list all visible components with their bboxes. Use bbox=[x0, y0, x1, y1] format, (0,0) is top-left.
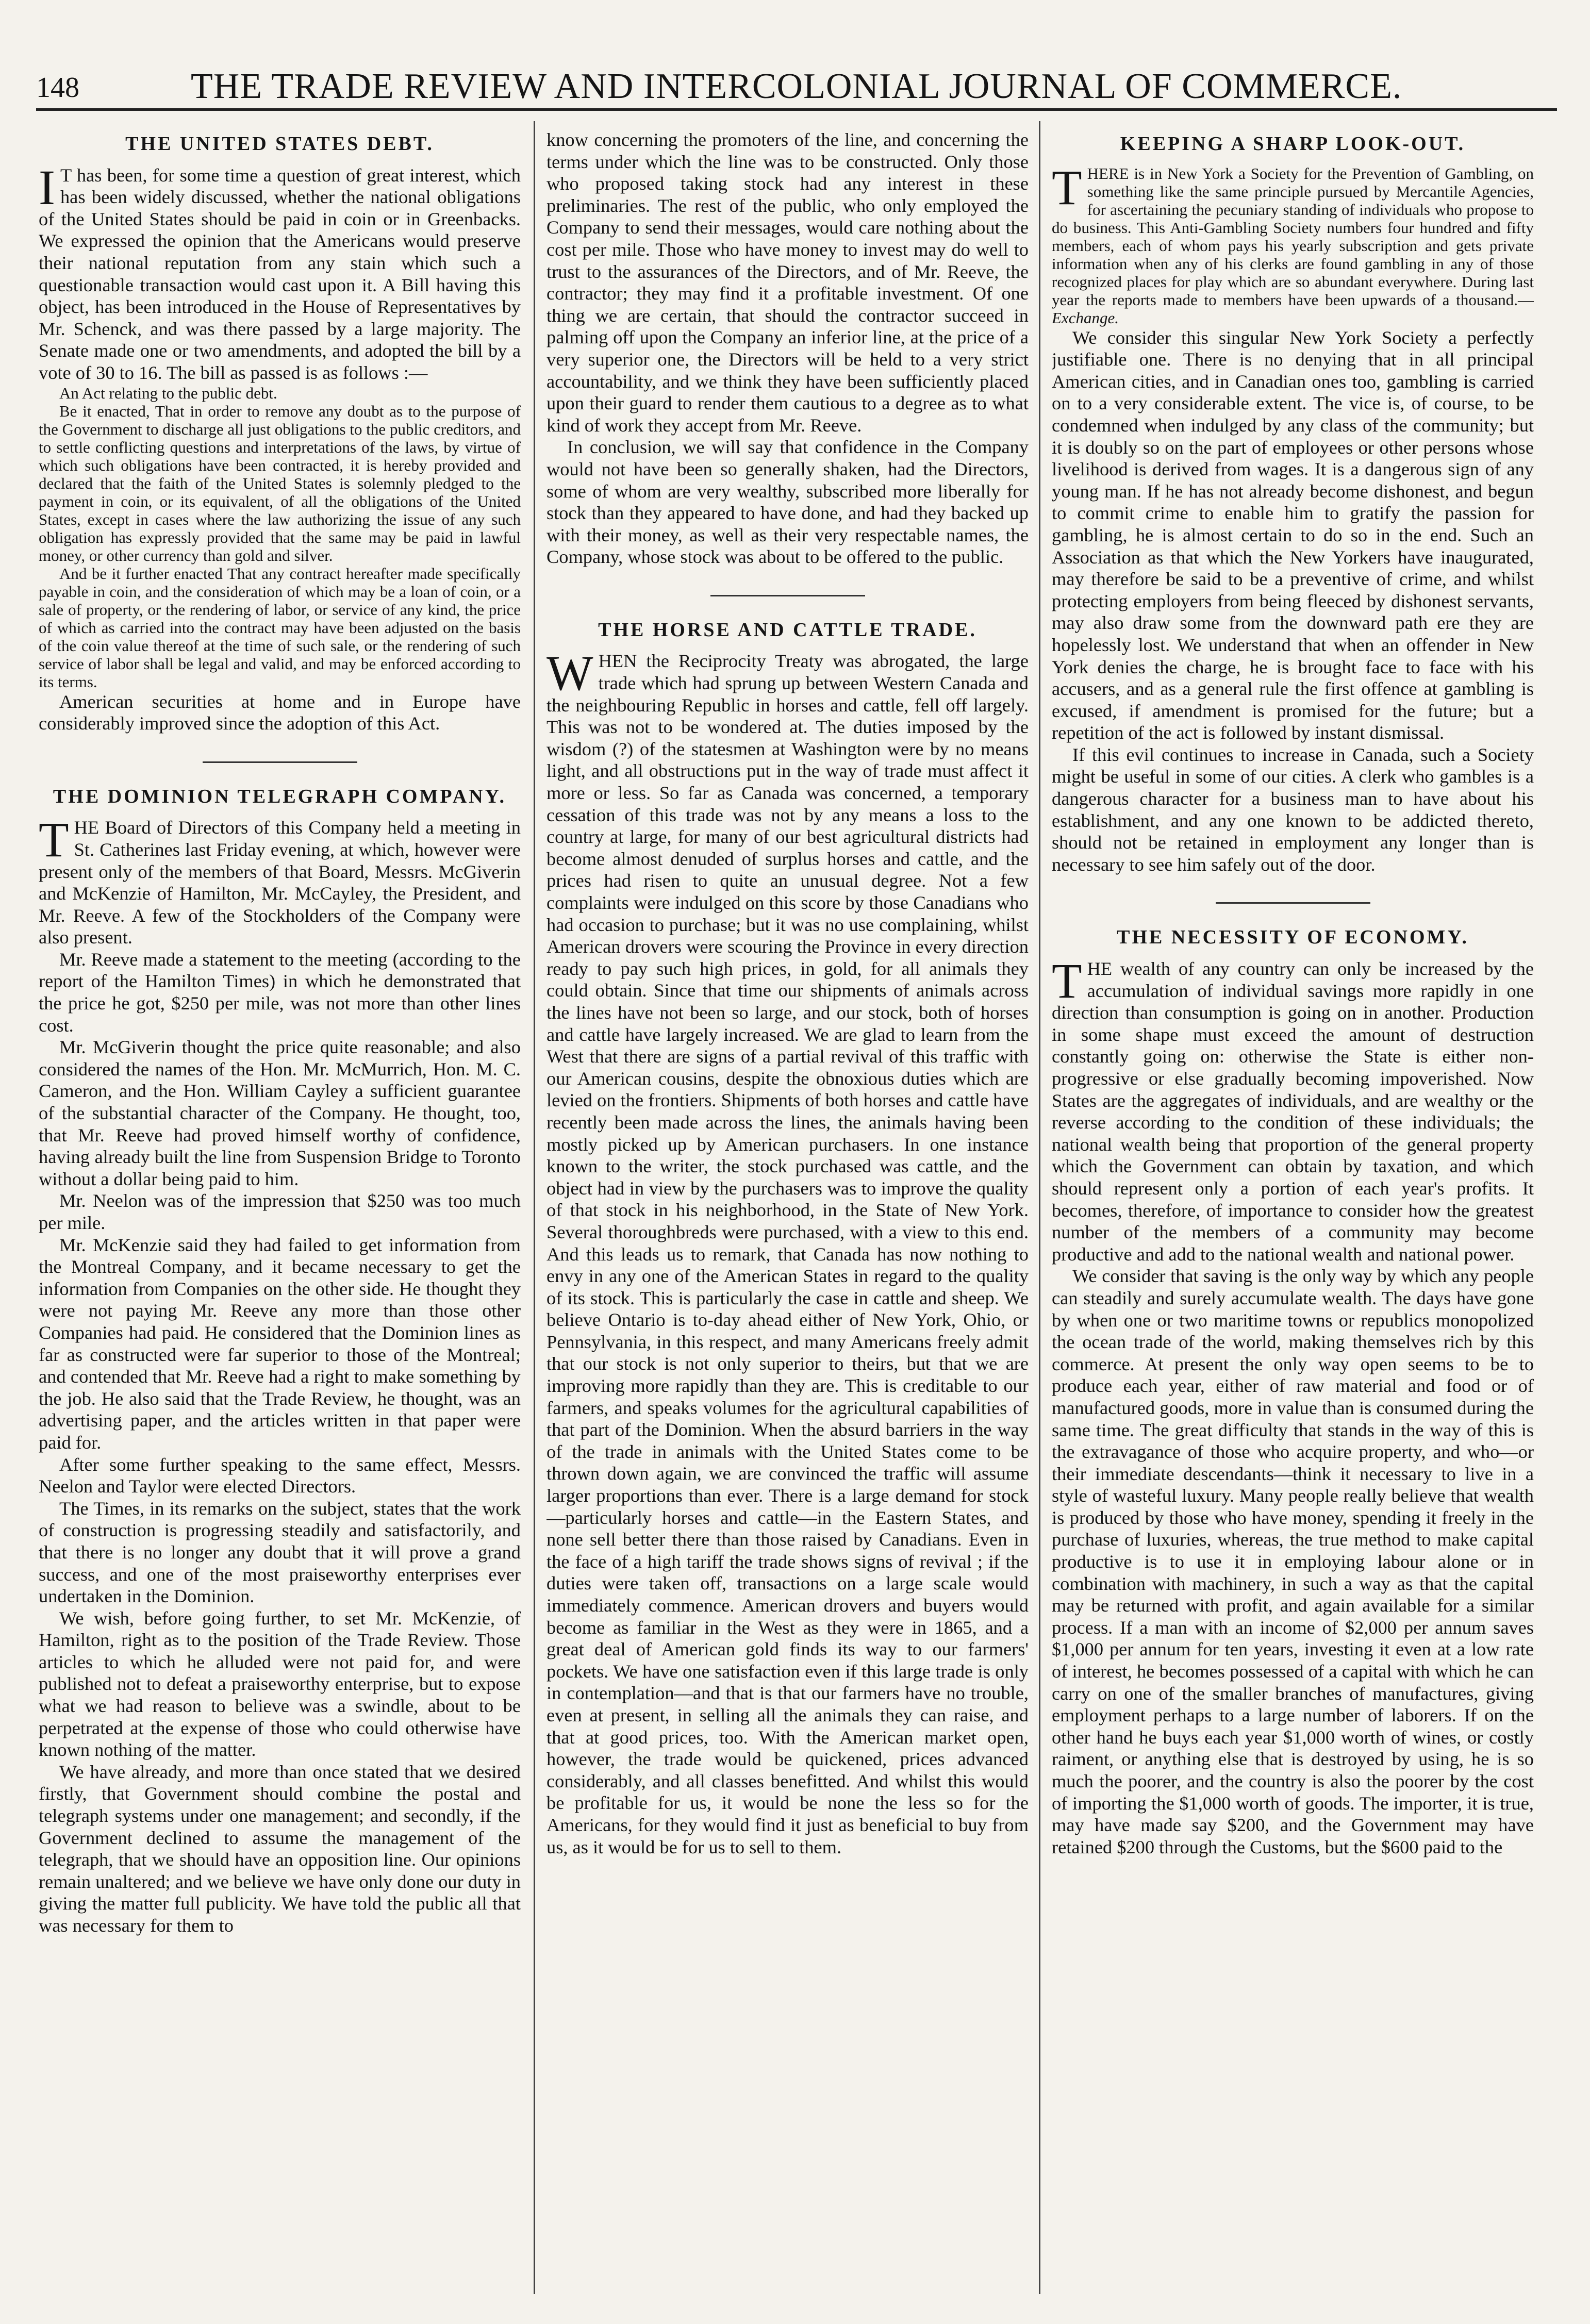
paragraph: Mr. Reeve made a statement to the meeting (according to the report of the Hamilton Times) in which he demonstrated that the price he got, $250 per mile, was not more than other lines cost. bbox=[39, 949, 521, 1036]
column-3 bbox=[1052, 129, 1534, 2294]
paragraph: And be it further enacted That any contract hereafter made specifically payable in coin, and the consideration of which may be a loan of coin, or a sale of property, or the rendering of labor, or service of any kind, the price of which as carried into the contract may have been adjusted on the basis of the coin value thereof at the time of such sale, or the rendering of such service of labor shall be legal and valid, and may be enforced according to its terms. bbox=[39, 564, 521, 691]
paragraph: Be it enacted, That in order to remove any doubt as to the purpose of the Government to discharge all just obligations to the public creditors, and to settle conflicting questions and interpretations of the laws, by virtue of which such obligations have been contracted, it is hereby provided and declared that the faith of the United States is solemnly pledged to the payment in coin, or its equivalent, of all the obligations of the United States, except in cases where the law authorizing the issue of any such obligation has expressly provided that the same may be paid in lawful money, or other currency than gold and silver. bbox=[39, 402, 521, 565]
article-horse-cattle-trade bbox=[546, 619, 1029, 1858]
article-telegraph-continued bbox=[546, 129, 1029, 568]
paragraph: know concerning the promoters of the line, and concerning the terms under which the line was to be constructed. Only those who proposed taking stock had any interest in these preliminaries. The rest of the public, who only employed the Company to send their messages, would care nothing about the cost per mile. Those who have money to invest may do well to trust to the assurances of the Directors, and of Mr. Reeve, the contractor; they may find it a profitable investment. Of one thing we are certain, that should the contractor succeed in palming off upon the Company an inferior line, at the price of a very superior one, the Directors will be held to a very strict accountability, and we think they have been sufficiently placed upon their guard to render them cautious to a degree as to what kind of work they accept from Mr. Reeve. bbox=[546, 129, 1029, 436]
page-header bbox=[36, 62, 1557, 111]
article-sharp-look-out bbox=[1052, 133, 1534, 875]
paragraph: We consider that saving is the only way by which any people can steadily and surely accumulate wealth. The days have gone by when one or two maritime towns or republics monopolized the ocean trade of the world, making themselves rich by this commerce. At present the only way open seems to be to produce each year, either of raw material and food or of manufactured goods, more in value than is consumed during the same time. The great difficulty that stands in the way of this is the extravagance of those who acquire property, and who—or their immediate descendants—think it necessary to live in a style of wasteful luxury. Many people really believe that wealth is produced by those who have money, spending it freely in the purchase of luxuries, whereas, the true method to make capital productive is to use it in employing labour alone or in combination with machinery, in such a way as that the capital may be returned with profit, and again available for a similar process. If a man with an income of $2,000 per annum saves $1,000 per annum for ten years, investing it even at a low rate of interest, he becomes possessed of a capital with which he can carry on one of the smaller branches of manufactures, giving employment perhaps to a large number of laborers. If on the other hand he buys each year $1,000 worth of wines, or costly raiment, or anything else that is destroyed by using, he is so much the poorer, and the country is also the poorer by the cost of importing the $1,000 worth of goods. The importer, it is true, may have made say $200, and the Government may have retained $200 through the Customs, but the $600 paid to the bbox=[1052, 1266, 1534, 1857]
paragraph: Mr. McKenzie said they had failed to get information from the Montreal Company, and it became necessary to get the information from Companies on the other side. He thought they were not paying Mr. Reeve any more than those other Companies had paid. He considered that the Dominion lines as far as constructed were far superior to those of the Montreal; and contended that Mr. Reeve had a right to make something by the job. He also said that the Trade Review, he thought, was an advertising paper, and the articles written in that paper were paid for. bbox=[39, 1234, 521, 1453]
paragraph bbox=[1052, 159, 1534, 327]
article-heading: THE DOMINION TELEGRAPH COMPANY. bbox=[53, 785, 507, 807]
paragraph: Mr. McGiverin thought the price quite reasonable; and also considered the names of the Hon. Mr. McMurrich, Hon. M. C. Cameron, and the Hon. William Cayley a sufficient guarantee of the substantial character of the Company. He thought, too, that Mr. Reeve had proved himself worthy of confidence, having already built the line from Suspension Bridge to Toronto without a dollar being paid to him. bbox=[39, 1037, 521, 1189]
paragraph: We have already, and more than once stated that we desired firstly, that Government should combine the postal and telegraph systems under one management; and secondly, if the Government declined to assume the management of the telegraph, that we should have an opposition line. Our opinions remain unaltered; and we believe we have only done our duty in giving the matter full publicity. We have told the public all that was necessary for them to bbox=[39, 1761, 521, 1936]
paragraph: After some further speaking to the same effect, Messrs. Neelon and Taylor were elected Directors. bbox=[39, 1454, 521, 1497]
paragraph: We wish, before going further, to set Mr. McKenzie, of Hamilton, right as to the position of the Trade Review. Those articles to which he alluded were not paid for, and were published not to defeat a praiseworthy enterprise, but to expose what we had reason to believe was a swindle, about to be perpetrated at the expense of those who could otherwise have known nothing of the matter. bbox=[39, 1607, 521, 1761]
running-title: THE TRADE REVIEW AND INTERCOLONIAL JOURNAL OF COMMERCE. bbox=[191, 67, 1402, 106]
article-separator bbox=[710, 595, 865, 596]
paragraph: WHEN the Reciprocity Treaty was abrogated, the large trade which had sprung up between Western Canada and the neighbouring Republic in horses and cattle, fell off largely. This was not to be wondered at. The duties imposed by the wisdom (?) of the statesmen at Washington were by no means light, and all obstructions put in the way of trade must affect it more or less. So far as Canada was concerned, a temporary cessation of this trade was not by any means a loss to the country at large, for many of our best agricultural districts had become almost denuded of surplus horses and cattle, and the prices had risen to quite an unusual degree. Not a few complaints were indulged on this score by those Canadians who had occasion to purchase; but it was no use complaining, whilst American drovers were scouring the Province in every direction ready to pay such high prices, in gold, for all animals they could obtain. Since that time our shipments of animals across the lines have not been so large, and our stock, both of horses and cattle have largely increased. We are glad to learn from the West that there are signs of a partial revival of this traffic with our American cousins, despite the obnoxious duties which are levied on the frontiers. Shipments of both horses and cattle have recently been made across the lines, the animals having been mostly picked up by American purchasers. In one instance known to the writer, the stock purchased was cattle, and the object had in view by the purchasers was to improve the quality of that stock in his neighborhood, in the State of New York. Several thoroughbreds were purchased, with a view to this end. And this leads us to remark, that Canada has now nothing to envy in any one of the American States in regard to the quality of its stock. This is particularly the case in cattle and sheep. We believe Ontario is to-day ahead either of New York, Ohio, or Pennsylvania, in this respect, and many Americans freely admit that our stock is not only superior to theirs, but that we are improving more rapidly than they are. This is creditable to our farmers, and speaks volumes for the agricultural capabilities of that part of the Dominion. When the absurd barriers in the way of the trade in animals with the United States come to be thrown down again, we are convinced the traffic will assume larger proportions than ever. There is a large demand for stock—particularly horses and cattle—in the Eastern States, and none sell better there than those raised by Canadians. Even in the face of a high tariff the trade shows signs of revival ; if the duties were taken off, transactions on a large scale would immediately commence. American drovers and buyers would become as familiar in the West as they were in 1865, and a great deal of American gold finds its way to our farmers' pockets. We have one satisfaction even if this large trade is only in contemplation—and that is that our farmers have no trouble, even at present, in selling all the animals they can raise, and that at good prices, too. With the American market open, however, the trade would be quickened, prices advanced considerably, and all classes benefitted. And whilst this would be profitable for us, it would be none the less so for the Americans, for they would find it just as beneficial to buy from us, as it would be for us to sell to them. bbox=[546, 645, 1029, 1857]
article-united-states-debt bbox=[39, 133, 521, 735]
column-2 bbox=[546, 129, 1029, 2294]
source-credit: Exchange. bbox=[1052, 308, 1119, 327]
paragraph: We consider this singular New York Society a perfectly justifiable one. There is no denying that in all principal American cities, and in Canadian ones too, gambling is carried on to a very considerable extent. The vice is, of course, to be condemned when indulged by any class of the community; but it is doubly so on the part of employees or other persons whose livelihood is derived from wages. It is a dangerous sign of any young man. If he has not already become dishonest, and begun to commit crime to enable him to gratify the passion for gambling, he is almost certain to do so in the end. Such an Association as that which the New Yorkers have inaugurated, may therefore be said to be a preventive of crime, and whilst protecting employers from being fleeced by dishonest servants, may also draw some from the downward path ere they are hopelessly lost. We understand that when an offender in New York denies the charge, he is brought face to face with his accusers, and as a general rule the first offence at gambling is excused, if amendment is promised for the future; but a repetition of the act is followed by instant dismissal. bbox=[1052, 327, 1534, 743]
paragraph: The Times, in its remarks on the subject, states that the work of construction is progressing steadily and satisfactorily, and that there is no longer any doubt that it will prove a grand success, and one of the most praiseworthy enterprises ever undertaken in the Dominion. bbox=[39, 1498, 521, 1607]
article-separator bbox=[1216, 902, 1370, 904]
article-necessity-of-economy bbox=[1052, 926, 1534, 1858]
page-number: 148 bbox=[36, 72, 79, 104]
paragraph-text: THERE is in New York a Society for the Prevention of Gambling, on something like the same principle pursued by Mercantile Agencies, for ascertaining the pecuniary standing of individuals who propose to do business. This Anti-Gambling Society numbers four hundred and fifty members, each of whom pays his yearly subscription and gets private information when any of his clerks are found gambling in any of those recognized places for play which are so abundant everywhere. During last year the reports made to members have been upwards of a thousand.— bbox=[1052, 159, 1534, 309]
article-heading: KEEPING A SHARP LOOK-OUT. bbox=[1120, 133, 1466, 155]
paragraph: Mr. Neelon was of the impression that $250 was too much per mile. bbox=[39, 1190, 521, 1233]
article-heading: THE UNITED STATES DEBT. bbox=[125, 133, 434, 155]
paragraph: IT has been, for some time a question of great interest, which has been widely discussed, whether the national obligations of the United States should be paid in coin or in Greenbacks. We expressed the opinion that the Americans would preserve their national reputation from any stain which such a questionable transaction would cast upon it. A Bill having this object, has been introduced in the House of Representatives by Mr. Schenck, and was there passed by a large majority. The Senate made one or two amendments, and adopted the bill by a vote of 30 to 16. The bill as passed is as follows :— bbox=[39, 159, 521, 383]
article-separator bbox=[203, 761, 357, 763]
paragraph: American securities at home and in Europe have considerably improved since the adoption of this Act. bbox=[39, 691, 521, 734]
column-rule bbox=[534, 121, 535, 2294]
paragraph: In conclusion, we will say that confidence in the Company would not have been so generally shaken, had the Directors, some of whom are very wealthy, subscribed more liberally for stock than they appeared to have done, and had they backed up with their money, as well as their very respectable names, the Company, whose stock was about to be offered to the public. bbox=[546, 437, 1029, 568]
paragraph: THE Board of Directors of this Company held a meeting in St. Catherines last Friday evening, at which, however were present only of the members of that Board, Messrs. McGiverin and McKenzie of Hamilton, Mr. McCayley, the President, and Mr. Reeve. A few of the Stockholders of the Company were also present. bbox=[39, 812, 521, 948]
article-dominion-telegraph bbox=[39, 786, 521, 1937]
column-rule bbox=[1039, 121, 1040, 2294]
paragraph: THE wealth of any country can only be increased by the accumulation of individual savings more rapidly in one direction than consumption is going on in another. Production in some shape must exceed the amount of destruction constantly going on: otherwise the State is either non-progressive or else gradually becoming impoverished. Now States are the aggregates of individuals, and are wealthy or the reverse according to the condition of these individuals; the national wealth being that proportion of the general property which the Government can obtain by taxation, and which should represent only a portion of each year's profits. It becomes, therefore, of importance to consider how the greatest number of the members of a community may become productive and add to the national wealth and national power. bbox=[1052, 953, 1534, 1265]
paragraph: An Act relating to the public debt. bbox=[59, 384, 277, 402]
article-heading: THE HORSE AND CATTLE TRADE. bbox=[598, 619, 977, 641]
column-1 bbox=[39, 129, 521, 2294]
paragraph: If this evil continues to increase in Canada, such a Society might be useful in some of our cities. A clerk who gambles is a dangerous character for a business man to have about his establishment, and any one known to be addicted thereto, should not be retained in employment any longer than is necessary to see him safely out of the door. bbox=[1052, 744, 1534, 875]
article-heading: THE NECESSITY OF ECONOMY. bbox=[1117, 926, 1469, 949]
